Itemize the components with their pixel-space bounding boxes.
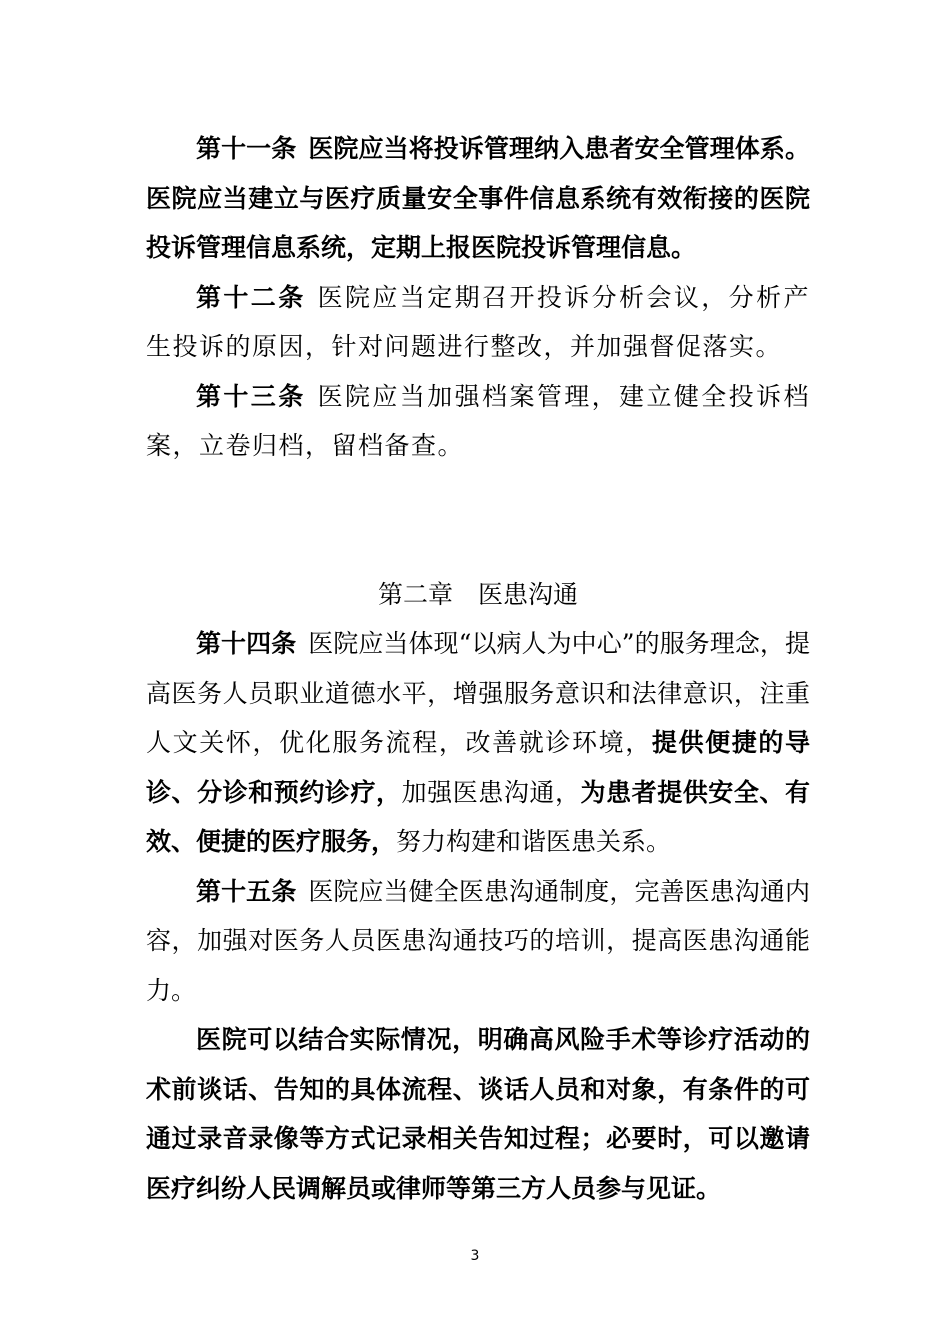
chapter-title: 第二章 医患沟通 (377, 579, 578, 609)
article-text-segment-bold: 为患者提供安全、有效、便捷的医疗服务， (146, 777, 810, 856)
article-12 (146, 273, 810, 372)
article-text-segment-bold: 提供便捷的导诊、分诊和预约诊疗， (146, 728, 810, 807)
article-text-segment: 努力构建和谐医患关系。 (396, 827, 672, 856)
article-14 (146, 619, 810, 867)
article-label: 第十一条 (196, 134, 297, 163)
closing-paragraph: 医院可以结合实际情况，明确高风险手术等诊疗活动的术前谈话、告知的具体流程、谈话人员和对象，有条件的可通过录音录像等方式记录相关告知过程；必要时，可以邀请医疗纠纷人民调解员或律师等第三方人员参与见证。 (146, 1025, 810, 1203)
article-text: 医院应当健全医患沟通制度，完善医患沟通内容，加强对医务人员医患沟通技巧的培训，提高医患沟通能力。 (146, 876, 810, 1005)
article-text-segment: 加强医患沟通， (401, 777, 581, 807)
article-text: 医院应当将投诉管理纳入患者安全管理体系。医院应当建立与医疗质量安全事件信息系统有效衔接的医院投诉管理信息系统，定期上报医院投诉管理信息。 (146, 134, 810, 262)
article-text: 医院应当定期召开投诉分析会议，分析产生投诉的原因，针对问题进行整改，并加强督促落实。 (146, 282, 810, 361)
article-13 (146, 372, 810, 471)
article-15 (146, 867, 810, 1016)
article-11 (146, 124, 810, 273)
page-number: 3 (470, 1248, 480, 1264)
article-text-segment: 医院应当体现“以病人为中心”的服务理念，提高医务人员职业道德水平，增强服务意识和法律意识，注重人文关怀，优化服务流程，改善就诊环境， (146, 629, 810, 757)
article-label: 第十五条 (196, 876, 297, 906)
article-label: 第十三条 (196, 381, 306, 411)
article-label: 第十四条 (196, 629, 297, 658)
page-content (146, 124, 810, 1213)
article-text: 医院应当加强档案管理，建立健全投诉档案，立卷归档，留档备查。 (146, 381, 810, 460)
article-label: 第十二条 (196, 282, 306, 312)
